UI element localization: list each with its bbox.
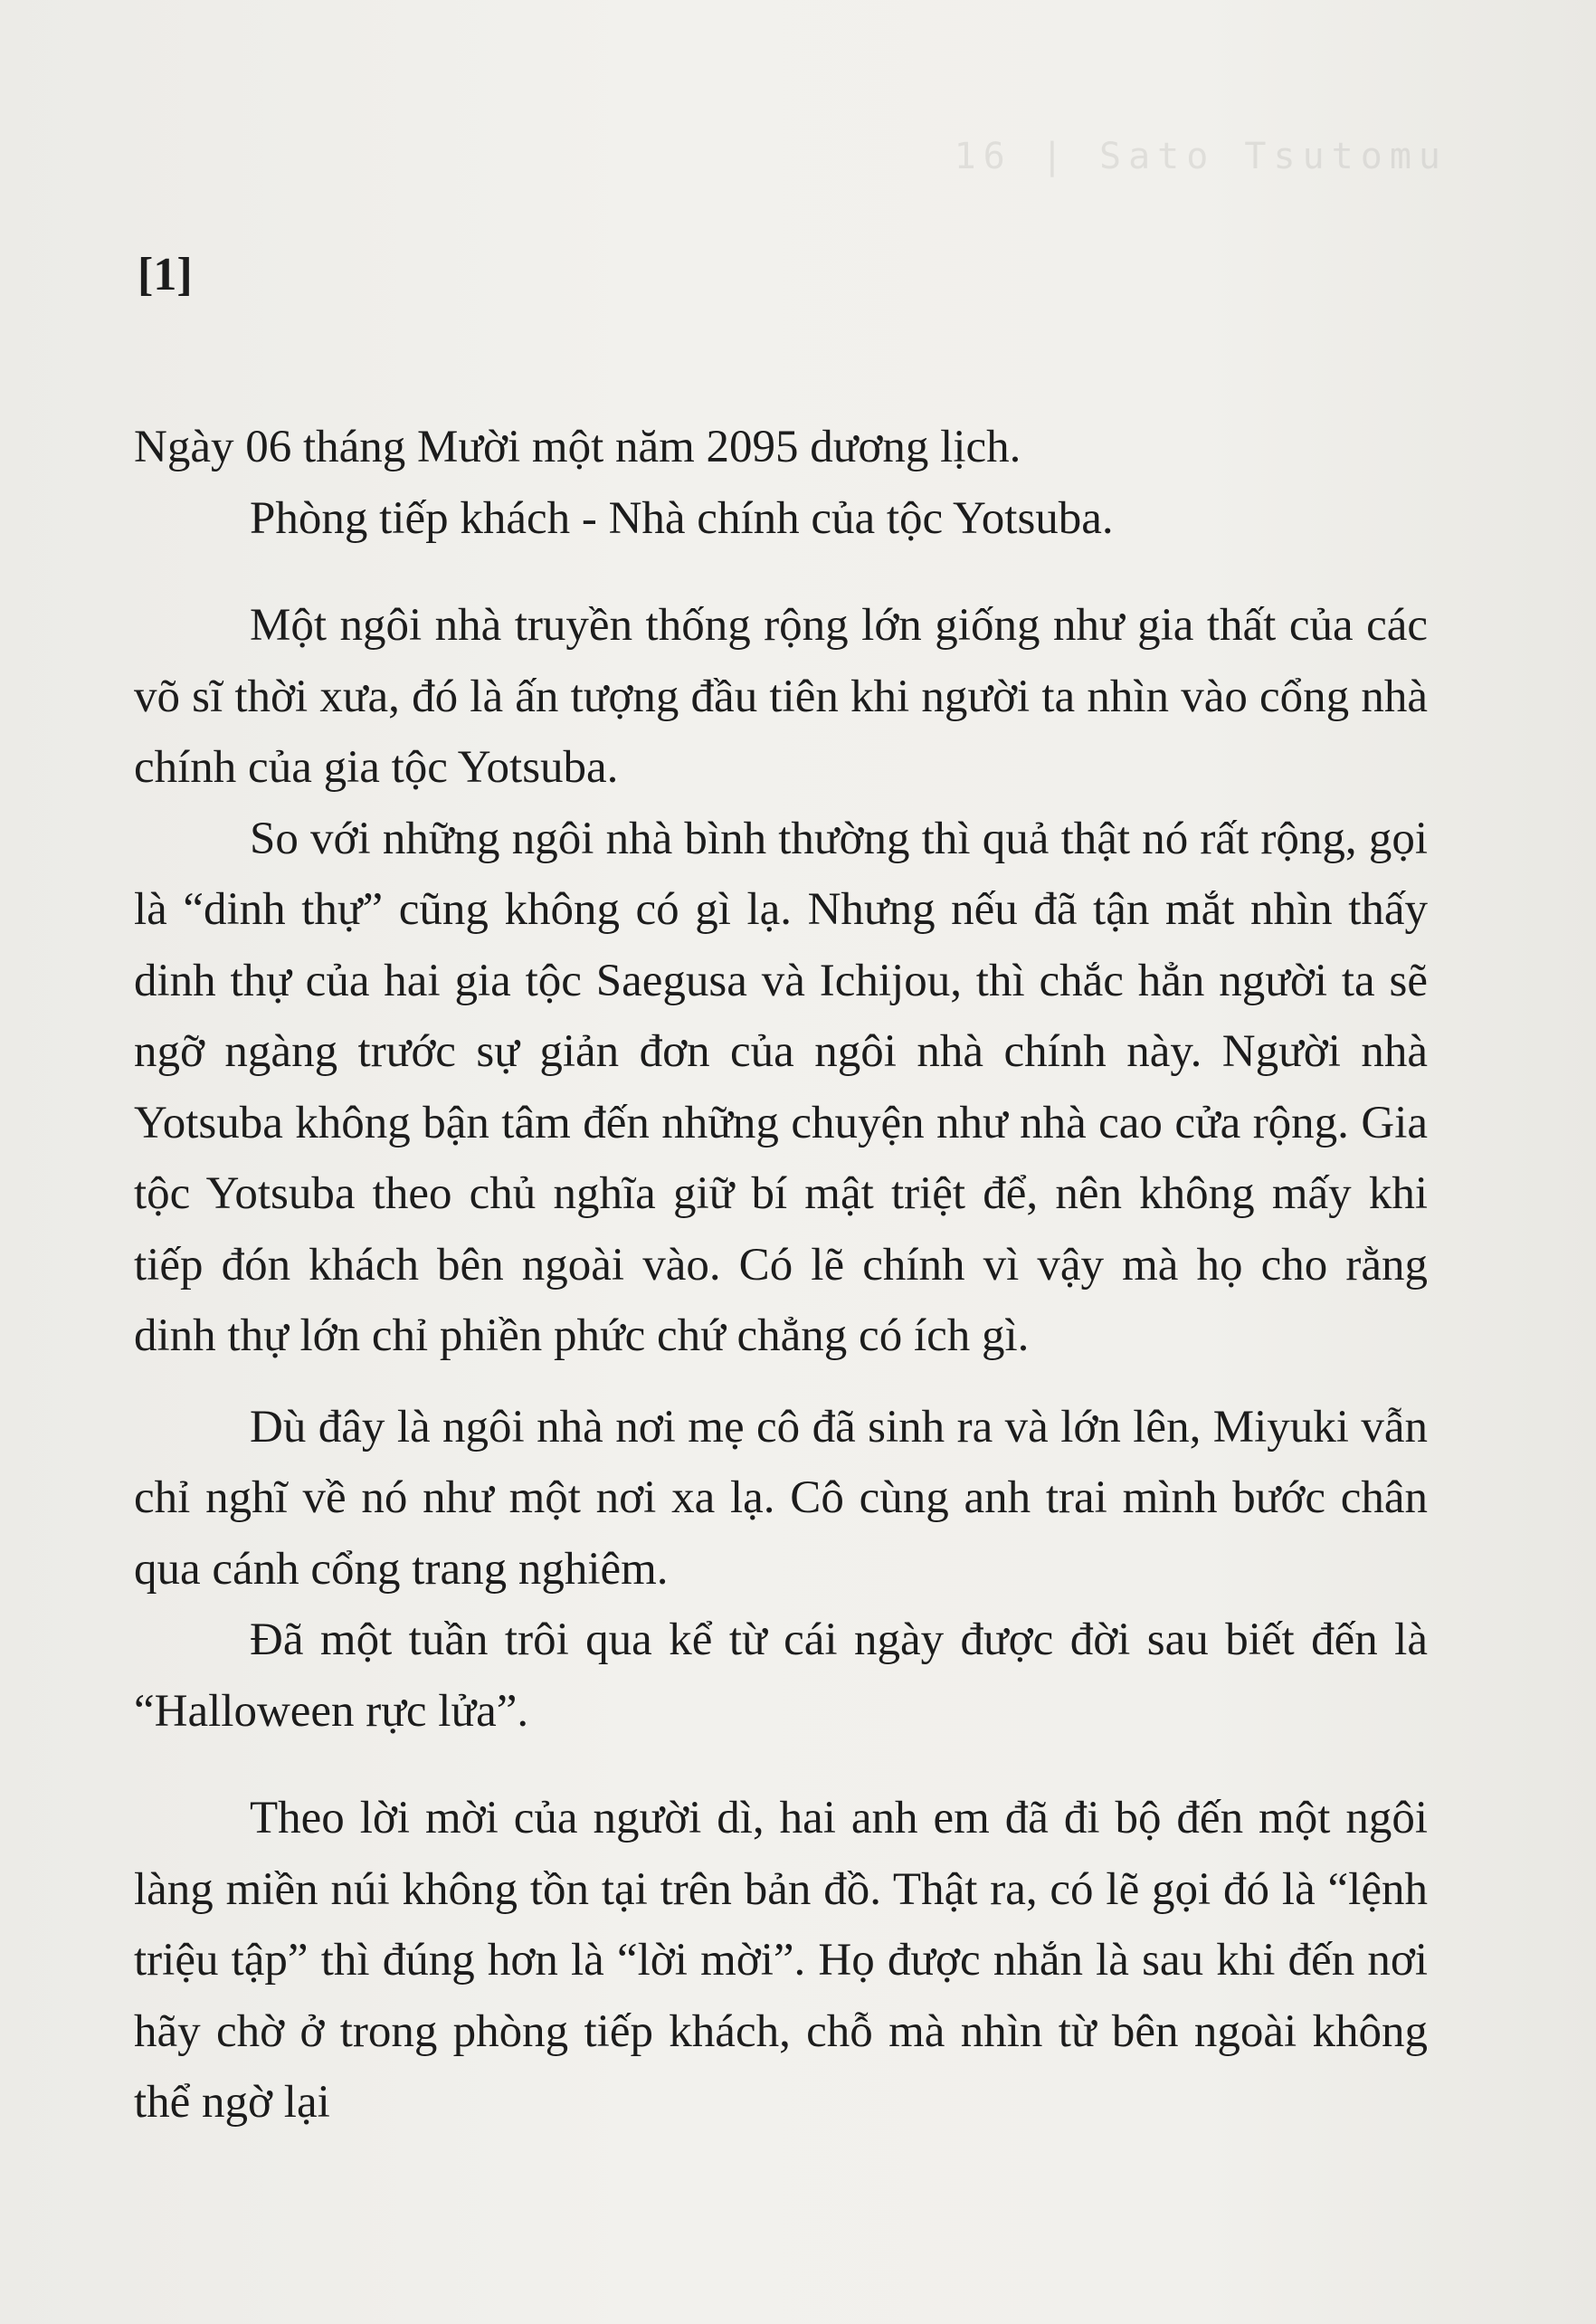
location-line: Phòng tiếp khách - Nhà chính của tộc Yotsuba. — [250, 492, 1114, 544]
bleed-through-header: 16 | Sato Tsutomu — [954, 136, 1448, 177]
paragraph: Đã một tuần trôi qua kể từ cái ngày được đời sau biết đến là “Halloween rực lửa”. — [134, 1614, 1428, 1737]
paragraph: Một ngôi nhà truyền thống rộng lớn giống như gia thất của các võ sĩ thời xưa, đó là ấn tượng đầu tiên khi người ta nhìn vào cổng nhà chính của gia tộc Yotsuba. — [134, 600, 1428, 793]
body-text — [134, 412, 1428, 2138]
paragraph: So với những ngôi nhà bình thường thì quả thật nó rất rộng, gọi là “dinh thự” cũng không có gì lạ. Nhưng nếu đã tận mắt nhìn thấy dinh thự của hai gia tộc Saegusa và Ichijou, thì chắc hẳn người ta sẽ ngỡ ngàng trước sự giản đơn của ngôi nhà chính này. Người nhà Yotsuba không bận tâm đến những chuyện như nhà cao cửa rộng. Gia tộc Yotsuba theo chủ nghĩa giữ bí mật triệt để, nên không mấy khi tiếp đón khách bên ngoài vào. Có lẽ chính vì vậy mà họ cho rằng dinh thự lớn chỉ phiền phức chứ chẳng có ích gì. — [134, 813, 1428, 1361]
paragraph: Theo lời mời của người dì, hai anh em đã đi bộ đến một ngôi làng miền núi không tồn tại trên bản đồ. Thật ra, có lẽ gọi đó là “lệnh triệu tập” thì đúng hơn là “lời mời”. Họ được nhắn là sau khi đến nơi hãy chờ ở trong phòng tiếp khách, chỗ mà nhìn từ bên ngoài không thể ngờ lại — [134, 1793, 1428, 2128]
date-line: Ngày 06 tháng Mười một năm 2095 dương lịch. — [134, 422, 1021, 472]
paragraph: Dù đây là ngôi nhà nơi mẹ cô đã sinh ra và lớn lên, Miyuki vẫn chỉ nghĩ về nó như một nơi xa lạ. Cô cùng anh trai mình bước chân qua cánh cổng trang nghiêm. — [134, 1401, 1428, 1595]
section-number: [1] — [138, 249, 193, 300]
